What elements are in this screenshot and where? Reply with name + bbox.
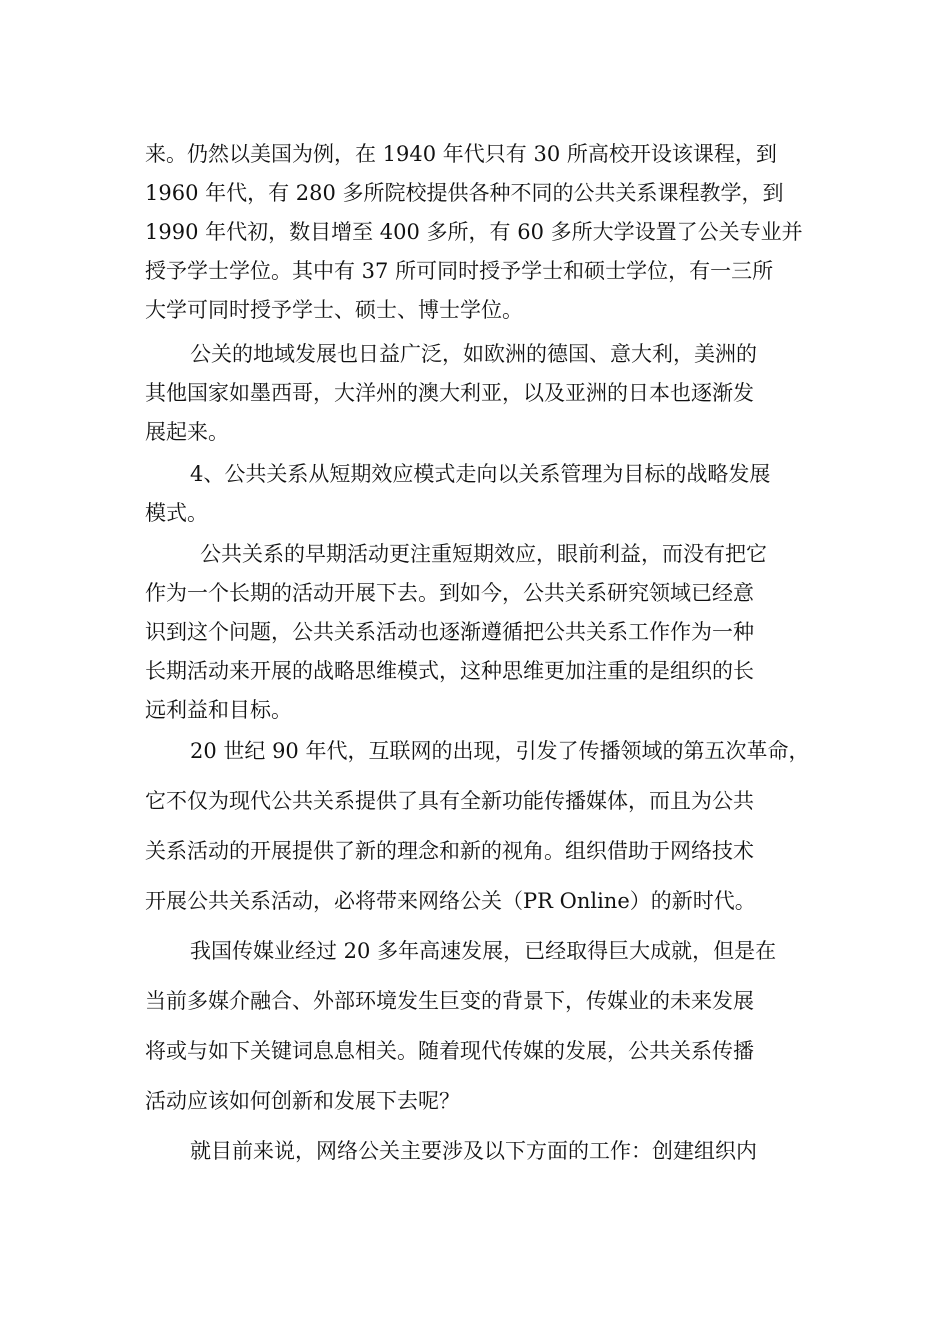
- paragraph-4-line-1: 公共关系的早期活动更注重短期效应，眼前利益，而没有把它: [200, 542, 767, 566]
- paragraph-2-line-2: 其他国家如墨西哥，大洋州的澳大利亚，以及亚洲的日本也逐渐发: [145, 381, 754, 405]
- paragraph-2-line-1: 公关的地域发展也日益广泛，如欧洲的德国、意大利，美洲的: [190, 342, 757, 366]
- paragraph-5-line-3: 关系活动的开展提供了新的理念和新的视角。组织借助于网络技术: [145, 839, 754, 863]
- paragraph-6-line-3: 将或与如下关键词息息相关。随着现代传媒的发展，公共关系传播: [145, 1039, 754, 1063]
- paragraph-1-line-1: 来。仍然以美国为例，在 1940 年代只有 30 所高校开设该课程，到: [145, 142, 777, 166]
- paragraph-1-line-3: 1990 年代初，数目增至 400 多所，有 60 多所大学设置了公关专业并: [145, 220, 803, 244]
- paragraph-4-line-4: 长期活动来开展的战略思维模式，这种思维更加注重的是组织的长: [145, 659, 754, 683]
- paragraph-2-line-3: 展起来。: [145, 420, 229, 444]
- paragraph-1-line-2: 1960 年代，有 280 多所院校提供各种不同的公共关系课程教学，到: [145, 181, 784, 205]
- paragraph-5-line-1: 20 世纪 90 年代，互联网的出现，引发了传播领域的第五次革命，: [190, 739, 810, 763]
- paragraph-4-line-5: 远利益和目标。: [145, 698, 292, 722]
- paragraph-1-line-5: 大学可同时授予学士、硕士、博士学位。: [145, 298, 523, 322]
- paragraph-4-line-3: 识到这个问题，公共关系活动也逐渐遵循把公共关系工作作为一种: [145, 620, 754, 644]
- paragraph-6-line-2: 当前多媒介融合、外部环境发生巨变的背景下，传媒业的未来发展: [145, 989, 754, 1013]
- paragraph-3-line-1: 4、公共关系从短期效应模式走向以关系管理为目标的战略发展: [190, 462, 771, 486]
- paragraph-5-line-4: 开展公共关系活动，必将带来网络公关（PR Online）的新时代。: [145, 889, 756, 913]
- paragraph-4-line-2: 作为一个长期的活动开展下去。到如今，公共关系研究领域已经意: [145, 581, 754, 605]
- paragraph-7-line-1: 就目前来说，网络公关主要涉及以下方面的工作：创建组织内: [190, 1139, 757, 1163]
- paragraph-6-line-1: 我国传媒业经过 20 多年高速发展，已经取得巨大成就，但是在: [190, 939, 777, 963]
- paragraph-3-line-2: 模式。: [145, 501, 208, 525]
- paragraph-1-line-4: 授予学士学位。其中有 37 所可同时授予学士和硕士学位，有一三所: [145, 259, 774, 283]
- paragraph-6-line-4: 活动应该如何创新和发展下去呢？: [145, 1089, 460, 1113]
- paragraph-5-line-2: 它不仅为现代公共关系提供了具有全新功能传播媒体，而且为公共: [145, 789, 754, 813]
